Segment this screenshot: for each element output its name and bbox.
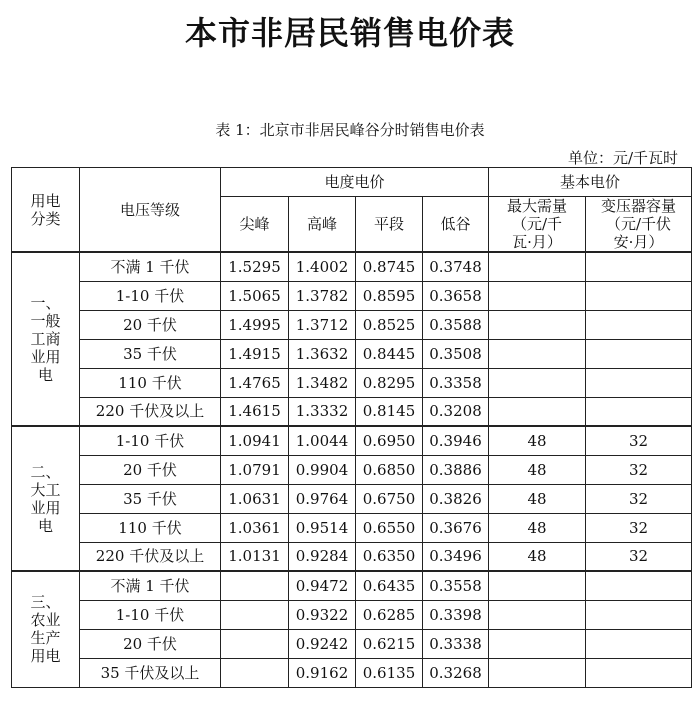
header-category: 用电 分类 [12, 168, 80, 253]
header-peak: 尖峰 [221, 197, 289, 253]
capacity-cell [586, 339, 692, 368]
table-row [12, 426, 692, 455]
peak-cell: 1.0631 [221, 484, 289, 513]
voltage-cell: 不满 1 千伏 [80, 571, 221, 600]
table-row [12, 542, 692, 571]
demand-cell [489, 310, 586, 339]
valley-cell: 0.3826 [423, 484, 489, 513]
table-row [12, 455, 692, 484]
price-table [11, 167, 692, 688]
voltage-cell: 35 千伏 [80, 339, 221, 368]
table-row [12, 513, 692, 542]
capacity-cell [586, 571, 692, 600]
peak-cell: 1.4915 [221, 339, 289, 368]
peak-cell [221, 600, 289, 629]
high-cell: 1.4002 [289, 252, 356, 281]
peak-cell [221, 658, 289, 687]
header-voltage: 电压等级 [80, 168, 221, 253]
capacity-cell: 32 [586, 484, 692, 513]
demand-cell [489, 571, 586, 600]
peak-cell: 1.4995 [221, 310, 289, 339]
header-flat: 平段 [356, 197, 423, 253]
category-cell: 三、 农业 生产 用电 [12, 571, 80, 687]
table-row [12, 484, 692, 513]
valley-cell: 0.3558 [423, 571, 489, 600]
demand-cell [489, 252, 586, 281]
peak-cell: 1.4765 [221, 368, 289, 397]
header-max-demand: 最大需量 （元/千 瓦·月） [489, 197, 586, 253]
demand-cell [489, 368, 586, 397]
peak-cell: 1.5065 [221, 281, 289, 310]
document-title: 本市非居民销售电价表 [184, 14, 515, 52]
voltage-cell: 20 千伏 [80, 629, 221, 658]
demand-cell [489, 600, 586, 629]
capacity-cell [586, 252, 692, 281]
voltage-cell: 110 千伏 [80, 368, 221, 397]
peak-cell: 1.0361 [221, 513, 289, 542]
peak-cell: 1.4615 [221, 397, 289, 426]
flat-cell: 0.8525 [356, 310, 423, 339]
header-valley: 低谷 [423, 197, 489, 253]
high-cell: 1.3332 [289, 397, 356, 426]
capacity-cell [586, 600, 692, 629]
capacity-cell: 32 [586, 513, 692, 542]
demand-cell: 48 [489, 455, 586, 484]
voltage-cell: 110 千伏 [80, 513, 221, 542]
header-capacity: 变压器容量 （元/千伏 安·月） [586, 197, 692, 253]
table-row [12, 368, 692, 397]
table-caption: 表 1：北京市非居民峰谷分时销售电价表 [215, 121, 485, 139]
capacity-cell: 32 [586, 455, 692, 484]
valley-cell: 0.3886 [423, 455, 489, 484]
capacity-cell [586, 397, 692, 426]
table-body [12, 252, 692, 687]
demand-cell [489, 281, 586, 310]
flat-cell: 0.8295 [356, 368, 423, 397]
high-cell: 0.9322 [289, 600, 356, 629]
high-cell: 1.3482 [289, 368, 356, 397]
voltage-cell: 1-10 千伏 [80, 600, 221, 629]
header-energy-price: 电度电价 [221, 168, 489, 197]
capacity-cell [586, 368, 692, 397]
capacity-cell [586, 658, 692, 687]
high-cell: 1.3782 [289, 281, 356, 310]
valley-cell: 0.3358 [423, 368, 489, 397]
flat-cell: 0.6550 [356, 513, 423, 542]
unit-note: 单位：元/千瓦时 [567, 149, 678, 167]
flat-cell: 0.6215 [356, 629, 423, 658]
capacity-cell: 32 [586, 542, 692, 571]
flat-cell: 0.6950 [356, 426, 423, 455]
flat-cell: 0.6135 [356, 658, 423, 687]
high-cell: 1.0044 [289, 426, 356, 455]
table-row [12, 281, 692, 310]
table-row [12, 571, 692, 600]
demand-cell [489, 397, 586, 426]
valley-cell: 0.3748 [423, 252, 489, 281]
voltage-cell: 35 千伏 [80, 484, 221, 513]
high-cell: 1.3632 [289, 339, 356, 368]
capacity-cell: 32 [586, 426, 692, 455]
high-cell: 0.9514 [289, 513, 356, 542]
valley-cell: 0.3496 [423, 542, 489, 571]
flat-cell: 0.8745 [356, 252, 423, 281]
valley-cell: 0.3208 [423, 397, 489, 426]
table-row [12, 658, 692, 687]
flat-cell: 0.6850 [356, 455, 423, 484]
flat-cell: 0.6750 [356, 484, 423, 513]
voltage-cell: 220 千伏及以上 [80, 542, 221, 571]
valley-cell: 0.3268 [423, 658, 489, 687]
voltage-cell: 35 千伏及以上 [80, 658, 221, 687]
valley-cell: 0.3658 [423, 281, 489, 310]
demand-cell [489, 658, 586, 687]
voltage-cell: 1-10 千伏 [80, 281, 221, 310]
peak-cell [221, 571, 289, 600]
demand-cell: 48 [489, 426, 586, 455]
header-row-1 [12, 168, 692, 197]
demand-cell: 48 [489, 484, 586, 513]
peak-cell: 1.0131 [221, 542, 289, 571]
voltage-cell: 1-10 千伏 [80, 426, 221, 455]
demand-cell: 48 [489, 513, 586, 542]
valley-cell: 0.3338 [423, 629, 489, 658]
voltage-cell: 220 千伏及以上 [80, 397, 221, 426]
high-cell: 1.3712 [289, 310, 356, 339]
table-row [12, 339, 692, 368]
peak-cell: 1.0941 [221, 426, 289, 455]
header-high: 高峰 [289, 197, 356, 253]
capacity-cell [586, 629, 692, 658]
table-row [12, 397, 692, 426]
high-cell: 0.9764 [289, 484, 356, 513]
high-cell: 0.9904 [289, 455, 356, 484]
flat-cell: 0.8145 [356, 397, 423, 426]
peak-cell: 1.0791 [221, 455, 289, 484]
flat-cell: 0.8595 [356, 281, 423, 310]
peak-cell: 1.5295 [221, 252, 289, 281]
valley-cell: 0.3946 [423, 426, 489, 455]
header-basic-price: 基本电价 [489, 168, 692, 197]
peak-cell [221, 629, 289, 658]
demand-cell [489, 629, 586, 658]
high-cell: 0.9284 [289, 542, 356, 571]
table-row [12, 310, 692, 339]
voltage-cell: 不满 1 千伏 [80, 252, 221, 281]
table-row [12, 600, 692, 629]
flat-cell: 0.6435 [356, 571, 423, 600]
voltage-cell: 20 千伏 [80, 455, 221, 484]
valley-cell: 0.3508 [423, 339, 489, 368]
demand-cell [489, 339, 586, 368]
voltage-cell: 20 千伏 [80, 310, 221, 339]
high-cell: 0.9472 [289, 571, 356, 600]
table-row [12, 252, 692, 281]
category-cell: 一、 一般 工商 业用 电 [12, 252, 80, 426]
valley-cell: 0.3676 [423, 513, 489, 542]
valley-cell: 0.3588 [423, 310, 489, 339]
capacity-cell [586, 310, 692, 339]
demand-cell: 48 [489, 542, 586, 571]
high-cell: 0.9242 [289, 629, 356, 658]
capacity-cell [586, 281, 692, 310]
high-cell: 0.9162 [289, 658, 356, 687]
flat-cell: 0.6350 [356, 542, 423, 571]
valley-cell: 0.3398 [423, 600, 489, 629]
flat-cell: 0.6285 [356, 600, 423, 629]
table-row [12, 629, 692, 658]
category-cell: 二、 大工 业用 电 [12, 426, 80, 571]
flat-cell: 0.8445 [356, 339, 423, 368]
